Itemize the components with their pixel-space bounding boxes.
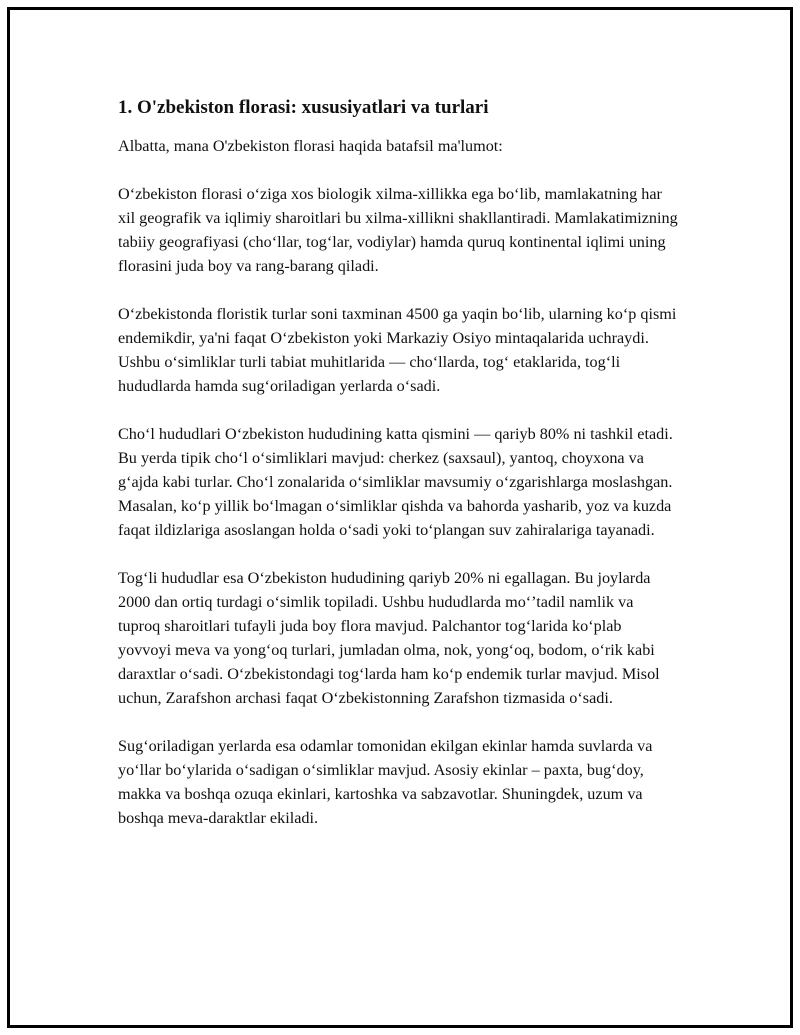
document-title: 1. O'zbekiston florasi: xususiyatlari va turlari bbox=[118, 97, 489, 118]
paragraph-species-count: O‘zbekistonda floristik turlar soni taxminan 4500 ga yaqin bo‘lib, ularning ko‘p qismi endemikdir, ya'ni faqat O‘zbekiston yoki Markaziy Osiyo mintaqalarida uchraydi. Ushbu o‘simliklar turli tabiat muhitlarida — cho‘llarda, tog‘ etaklarida, tog‘li hududlarda hamda sug‘oriladigan yerlarda o‘sadi. bbox=[118, 305, 677, 395]
paragraph-mountain-regions: Tog‘li hududlar esa O‘zbekiston hududining qariyb 20% ni egallagan. Bu joylarda 2000 dan ortiq turdagi o‘simlik topiladi. Ushbu hududlarda mo‘’tadil namlik va tuproq sharoitlari tufayli juda boy flora mavjud. Palchantor tog‘larida ko‘plab yovvoyi meva va yong‘oq turlari, jumladan olma, nok, yong‘oq, bodom, o‘rik kabi daraxtlar o‘sadi. O‘zbekistondagi tog‘larda ham ko‘p endemik turlar mavjud. Misol uchun, Zarafshon archasi faqat O‘zbekistonning Zarafshon tizmasida o‘sadi. bbox=[118, 569, 660, 707]
paragraph-overview: O‘zbekiston florasi o‘ziga xos biologik xilma-xillikka ega bo‘lib, mamlakatning har xil geografik va iqlimiy sharoitlari bu xilma-xillikni shakllantiradi. Mamlakatimizning tabiiy geografiyasi (cho‘llar, tog‘lar, vodiylar) hamda quruq kontinental iqlimi uning florasini juda boy va rang-barang qiladi. bbox=[118, 185, 678, 275]
paragraph-desert-regions: Cho‘l hududlari O‘zbekiston hududining katta qismini — qariyb 80% ni tashkil etadi. Bu yerda tipik cho‘l o‘simliklari mavjud: cherkez (saxsaul), yantoq, choyxona va g‘ajda kabi turlar. Cho‘l zonalarida o‘simliklar mavsumiy o‘zgarishlarga moslashgan. Masalan, ko‘p yillik bo‘lmagan o‘simliklar qishda va bahorda yasharib, yoz va kuzda faqat ildizlariga asoslangan holda o‘sadi yoki to‘plangan suv zahiralariga tayanadi. bbox=[118, 425, 673, 539]
document-body bbox=[118, 96, 678, 830]
intro-text: Albatta, mana O'zbekiston florasi haqida batafsil ma'lumot: bbox=[118, 137, 503, 155]
paragraph-irrigated-lands: Sug‘oriladigan yerlarda esa odamlar tomonidan ekilgan ekinlar hamda suvlarda va yo‘llar bo‘ylarida o‘sadigan o‘simliklar mavjud. Asosiy ekinlar – paxta, bug‘doy, makka va boshqa ozuqa ekinlari, kartoshka va sabzavotlar. Shuningdek, uzum va boshqa meva-daraktlar ekiladi. bbox=[118, 737, 653, 827]
